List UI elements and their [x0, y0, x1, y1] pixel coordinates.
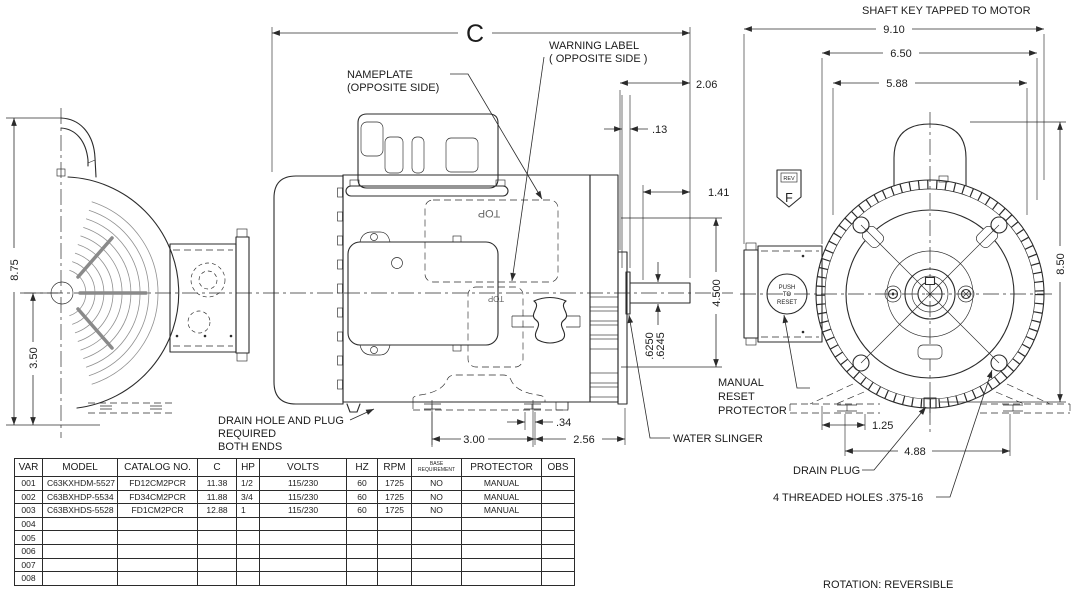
cell-hz: 60: [347, 504, 378, 518]
cell-protector: [462, 517, 542, 531]
cell-hp: 1/2: [237, 477, 260, 491]
end-bell-ribs: [590, 297, 618, 397]
revision-flag: [777, 170, 801, 207]
front-notes: [718, 5, 1031, 591]
col-obs: OBS: [542, 459, 575, 477]
side-dimensions: [272, 20, 729, 446]
cell-catalog: [118, 544, 198, 558]
cell-model: [43, 544, 118, 558]
cell-var: 003: [15, 504, 43, 518]
bolt-icon: [237, 353, 247, 361]
cell-protector: [462, 531, 542, 545]
table-row: [15, 544, 575, 558]
cell-base-requirement: NO: [412, 490, 462, 504]
cover-plate: [348, 232, 498, 355]
cell-obs: [542, 544, 575, 558]
drain-hole-note: DRAIN HOLE AND PLUG: [218, 415, 344, 427]
dim-overhang: 2.56: [573, 434, 595, 446]
side-view: [218, 20, 763, 453]
knockout-icon: [188, 311, 210, 333]
svg-text:PROTECTOR: PROTECTOR: [718, 405, 787, 417]
cell-catalog: [118, 558, 198, 572]
threaded-holes-leader: [936, 370, 992, 497]
dim-foot-hole-span: 3.00: [463, 434, 485, 446]
cell-catalog: [118, 531, 198, 545]
drain-plug-leader: [862, 407, 926, 470]
col-hp: HP: [237, 459, 260, 477]
drain-plug-note: DRAIN PLUG: [793, 465, 861, 477]
rev-letter: F: [785, 191, 793, 205]
cell-model: C63BXHDP-5534: [43, 490, 118, 504]
rear-view: [6, 108, 249, 438]
cell-rpm: [378, 517, 412, 531]
cell-c: 11.88: [198, 490, 237, 504]
end-bell: [590, 175, 618, 402]
bolt-icon: [746, 338, 756, 345]
knockout-icon: [385, 137, 403, 173]
cell-volts: 115/230: [260, 477, 347, 491]
cell-rpm: 1725: [378, 477, 412, 491]
cell-c: [198, 517, 237, 531]
cell-volts: 115/230: [260, 504, 347, 518]
threaded-holes-note: 4 THREADED HOLES .375-16: [773, 492, 924, 504]
manual-reset-leader: [784, 315, 810, 388]
table-row: [15, 504, 575, 518]
rear-conduit-box: [170, 229, 249, 361]
dim-foot-slot: .34: [556, 417, 572, 429]
push-to-reset-text: PUSH: [778, 285, 796, 291]
cell-var: 004: [15, 517, 43, 531]
motor-body: [343, 175, 590, 402]
cell-hz: [347, 531, 378, 545]
cell-var: 001: [15, 477, 43, 491]
col-var: VAR: [15, 459, 43, 477]
cell-c: [198, 572, 237, 586]
dim-bolt-circle: 5.88: [886, 78, 908, 90]
cell-rpm: [378, 544, 412, 558]
top-marking-upper: TOP: [477, 207, 501, 219]
cell-base-requirement: NO: [412, 477, 462, 491]
col-volts: VOLTS: [260, 459, 347, 477]
dim-shaft-ext: 1.41: [708, 187, 730, 199]
front-view: [718, 5, 1070, 591]
svg-text:BOTH ENDS: BOTH ENDS: [218, 441, 283, 453]
cell-var: 008: [15, 572, 43, 586]
cell-obs: [542, 517, 575, 531]
dim-flange-od: 6.50: [890, 48, 912, 60]
cell-volts: [260, 572, 347, 586]
table-row: [15, 558, 575, 572]
dim-rear-height: 8.75: [9, 259, 21, 281]
cell-rpm: 1725: [378, 490, 412, 504]
cell-rpm: [378, 558, 412, 572]
dim-shaft-dia-max: .6250: [644, 332, 656, 360]
bolt-icon: [746, 243, 756, 250]
cell-obs: [542, 504, 575, 518]
cell-rpm: 1725: [378, 504, 412, 518]
col-base-requirement: BASE REQUIREMENT: [412, 459, 462, 477]
cell-base-requirement: [412, 517, 462, 531]
cell-hz: [347, 558, 378, 572]
cell-hz: 60: [347, 490, 378, 504]
col-model: MODEL: [43, 459, 118, 477]
dim-rear-centerline: 3.50: [28, 347, 40, 369]
cell-protector: MANUAL: [462, 504, 542, 518]
svg-text:( OPPOSITE SIDE ): ( OPPOSITE SIDE ): [549, 53, 648, 65]
col-hz: HZ: [347, 459, 378, 477]
cell-protector: [462, 544, 542, 558]
water-slinger-note: WATER SLINGER: [673, 433, 763, 445]
cell-hz: [347, 572, 378, 586]
cell-base-requirement: [412, 544, 462, 558]
rev-word: REV: [783, 176, 795, 182]
cell-obs: [542, 490, 575, 504]
table-row: [15, 531, 575, 545]
cell-model: C63BXHDS-5528: [43, 504, 118, 518]
front-dimensions: [744, 24, 1067, 458]
cell-c: 12.88: [198, 504, 237, 518]
grille-spoke: [78, 309, 112, 348]
dim-rabbet-dia: 4.500: [711, 279, 723, 307]
bolt-icon: [237, 229, 247, 237]
cell-base-requirement: [412, 531, 462, 545]
cell-volts: [260, 544, 347, 558]
cell-var: 005: [15, 531, 43, 545]
grille-spoke: [78, 238, 112, 277]
cell-hp: [237, 544, 260, 558]
cell-hz: [347, 544, 378, 558]
svg-text:TO: TO: [782, 292, 792, 298]
cell-protector: MANUAL: [462, 490, 542, 504]
dim-foot-spacing: 4.88: [904, 446, 926, 458]
cell-protector: MANUAL: [462, 477, 542, 491]
warning-label-note: WARNING LABEL: [549, 40, 640, 52]
screw-icon: [371, 347, 378, 354]
cell-catalog: [118, 517, 198, 531]
dim-overall-length: C: [465, 20, 485, 48]
cell-obs: [542, 558, 575, 572]
cell-rpm: [378, 531, 412, 545]
cell-model: C63KXHDM-5527: [43, 477, 118, 491]
screw-icon: [453, 236, 461, 242]
cell-hp: [237, 558, 260, 572]
cell-catalog: FD12CM2PCR: [118, 477, 198, 491]
cell-hp: [237, 572, 260, 586]
cell-hp: [237, 517, 260, 531]
knockout-icon: [191, 263, 225, 297]
cell-model: [43, 572, 118, 586]
cell-protector: [462, 558, 542, 572]
dim-front-height: 8.50: [1055, 253, 1067, 275]
variant-table: [14, 458, 575, 586]
cell-obs: [542, 572, 575, 586]
side-notes: [218, 40, 763, 453]
cell-base-requirement: NO: [412, 504, 462, 518]
cell-obs: [542, 531, 575, 545]
table-row: [15, 490, 575, 504]
col-c: C: [198, 459, 237, 477]
seam-slots: [338, 188, 343, 389]
cell-volts: [260, 558, 347, 572]
dim-slinger-gap: .13: [652, 124, 668, 136]
cell-volts: [260, 531, 347, 545]
cell-hp: 1: [237, 504, 260, 518]
cell-volts: 115/230: [260, 490, 347, 504]
cell-c: [198, 544, 237, 558]
dim-shaft-dia-min: .6245: [655, 332, 667, 360]
cell-obs: [542, 477, 575, 491]
cell-base-requirement: [412, 572, 462, 586]
cell-rpm: [378, 572, 412, 586]
screw-icon: [453, 345, 461, 351]
cell-catalog: FD34CM2PCR: [118, 490, 198, 504]
cell-hz: [347, 517, 378, 531]
dim-foot-offset: 1.25: [872, 420, 894, 432]
cell-var: 006: [15, 544, 43, 558]
manual-reset-note: MANUAL: [718, 377, 764, 389]
cell-hp: [237, 531, 260, 545]
table-header-row: [15, 459, 575, 477]
rotation-note: ROTATION: REVERSIBLE: [823, 579, 954, 591]
svg-text:REQUIRED: REQUIRED: [218, 428, 277, 440]
svg-text:RESET: RESET: [776, 300, 798, 306]
conduit-box: [346, 114, 508, 196]
table-row: [15, 477, 575, 491]
table-row: [15, 517, 575, 531]
cell-catalog: [118, 572, 198, 586]
warning-leader: [512, 57, 544, 281]
rear-feet: [88, 403, 175, 413]
col-catalog: CATALOG NO.: [118, 459, 198, 477]
dim-overall-width: 9.10: [883, 24, 905, 36]
top-marking-lower: TOP: [487, 294, 505, 303]
cell-volts: [260, 517, 347, 531]
cell-c: [198, 531, 237, 545]
cell-base-requirement: [412, 558, 462, 572]
internal-slinger: [512, 298, 580, 344]
knockout-icon: [412, 137, 424, 173]
col-rpm: RPM: [378, 459, 412, 477]
shaft-key-note: SHAFT KEY TAPPED TO MOTOR: [862, 5, 1031, 17]
cell-c: 11.38: [198, 477, 237, 491]
cell-model: [43, 517, 118, 531]
cell-protector: [462, 572, 542, 586]
cell-var: 002: [15, 490, 43, 504]
svg-text:RESET: RESET: [718, 391, 755, 403]
nameplate-note: NAMEPLATE: [347, 69, 413, 81]
drain-lug: [347, 404, 360, 412]
rear-dimensions: [6, 118, 100, 425]
knockout-icon: [446, 138, 478, 172]
drain-hole-leader: [350, 409, 374, 420]
cell-hp: 3/4: [237, 490, 260, 504]
keyway-icon: [926, 278, 935, 285]
cell-model: [43, 531, 118, 545]
cell-catalog: FD1CM2PCR: [118, 504, 198, 518]
cell-var: 007: [15, 558, 43, 572]
svg-text:(OPPOSITE SIDE): (OPPOSITE SIDE): [347, 82, 440, 94]
dim-face-to-tip: 2.06: [696, 79, 718, 91]
col-protector: PROTECTOR: [462, 459, 542, 477]
cell-c: [198, 558, 237, 572]
screw-icon: [371, 234, 378, 241]
table-row: [15, 572, 575, 586]
cell-hz: 60: [347, 477, 378, 491]
cell-model: [43, 558, 118, 572]
